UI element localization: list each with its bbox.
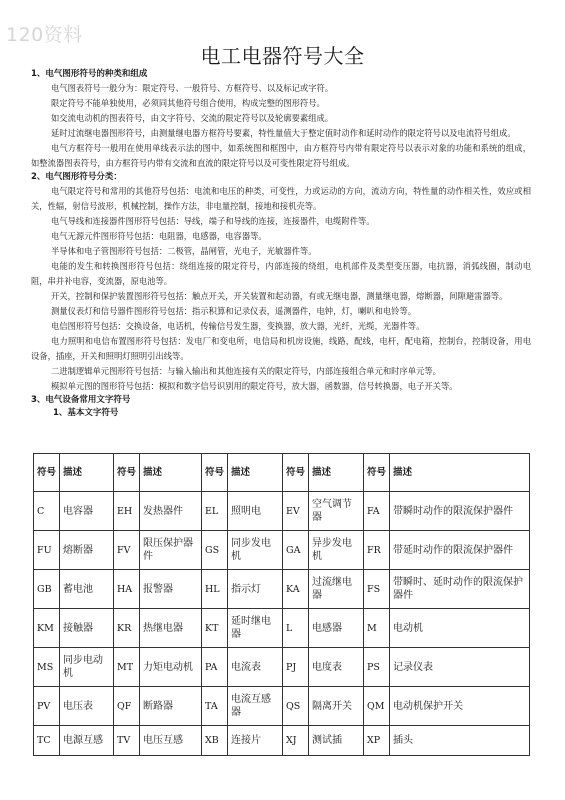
symbol-cell: L (283, 609, 309, 648)
column-header-symbol: 符号 (283, 454, 309, 492)
column-header-symbol: 符号 (114, 454, 140, 492)
table-header-row (34, 454, 530, 492)
symbol-cell: PJ (283, 648, 309, 687)
description-cell: 电源互感 (60, 726, 114, 756)
symbol-cell: TV (114, 726, 140, 756)
description-cell: 热继电器 (140, 609, 202, 648)
column-header-description: 描述 (140, 454, 202, 492)
symbol-cell: HA (114, 570, 140, 609)
section-heading-2: 2、电气图形符号分类： (31, 172, 122, 182)
description-cell: 断路器 (140, 687, 202, 726)
description-cell: 电压表 (60, 687, 114, 726)
symbol-cell: MT (114, 648, 140, 687)
description-cell: 电度表 (309, 648, 364, 687)
description-cell: 蓄电池 (60, 570, 114, 609)
description-cell: 指示灯 (228, 570, 283, 609)
symbol-cell: FV (114, 531, 140, 570)
symbol-cell: M (364, 609, 390, 648)
description-cell: 电感器 (309, 609, 364, 648)
paragraph: 延时过流继电器图形符号，由测量继电器方框符号要素，特性量值大于整定值时动作和延时动作的限定符号以及电流符号组成。 (51, 128, 516, 138)
paragraph: 二进制逻辑单元图形符号包括：与输入输出和其他连接有关的限定符号，内部连接组合单元和时序单元等。 (51, 366, 441, 376)
symbol-cell: C (34, 492, 60, 531)
watermark: 120资料 (6, 24, 83, 46)
page-title: 电工电器符号大全 (200, 44, 365, 68)
paragraph: 限定符号不能单独使用，必须同其他符号组合使用，构成完整的图形符号。 (51, 98, 325, 108)
description-cell: 电动机 (390, 609, 530, 648)
paragraph: 电气方框符号一般用在使用单线表示法的图中，如系统图和框图中，由方框符号内带有限定符号以表示对象的功能和系统的组成，如整流器图表符号，由方框符号内带有交流和直流的限定符号以及可变性限定符号组成。 (31, 143, 531, 168)
paragraph: 电气图表符号一般分为：限定符号、一般符号、方框符号、以及标记或字符。 (51, 83, 334, 93)
symbol-cell: GA (283, 531, 309, 570)
description-cell: 过流继电器 (309, 570, 364, 609)
description-cell: 发热器件 (140, 492, 202, 531)
description-cell: 力矩电动机 (140, 648, 202, 687)
symbol-cell: KT (202, 609, 228, 648)
symbol-cell: GB (34, 570, 60, 609)
symbol-cell: XJ (283, 726, 309, 756)
description-cell: 记录仪表 (390, 648, 530, 687)
symbol-cell: EH (114, 492, 140, 531)
symbol-cell: XP (364, 726, 390, 756)
column-header-description: 描述 (309, 454, 364, 492)
column-header-symbol: 符号 (202, 454, 228, 492)
description-cell: 接触器 (60, 609, 114, 648)
symbol-cell: FA (364, 492, 390, 531)
symbol-cell: FR (364, 531, 390, 570)
symbol-cell: FU (34, 531, 60, 570)
paragraph: 模拟单元图的图形符号包括：模拟和数字信号识别用的限定符号，放大器，函数器，信号转换器，电子开关等。 (51, 381, 458, 391)
symbol-cell: QM (364, 687, 390, 726)
symbol-table (33, 453, 530, 756)
symbol-cell: MS (34, 648, 60, 687)
section-heading-1: 1、电气图形符号的种类和组成 (31, 69, 148, 79)
column-header-symbol: 符号 (34, 454, 60, 492)
description-cell: 插头 (390, 726, 530, 756)
description-cell: 同步电动机 (60, 648, 114, 687)
description-cell: 电流互感器 (228, 687, 283, 726)
symbol-cell: FS (364, 570, 390, 609)
paragraph: 电气限定符号和常用的其他符号包括：电流和电压的种类，可变性，力或运动的方向，流动方向，特性量的动作相关性，效应或相关，性辐，射信号波形，机械控制，操作方法，非电量控制，接地和接机壳等。 (31, 186, 531, 211)
paragraph: 测量仪表灯和信号器件图形符号包括：指示积算和记录仪表，遥测器件，电钟，灯，喇叭和电铃等。 (51, 306, 417, 316)
paragraph: 半导体和电子管图形符号包括：二极管，晶闸管，光电子，光敏器件等。 (51, 246, 317, 256)
column-header-description: 描述 (228, 454, 283, 492)
description-cell: 电动机保护开关 (390, 687, 530, 726)
description-cell: 测试插 (309, 726, 364, 756)
description-cell: 电容器 (60, 492, 114, 531)
table-row (34, 492, 530, 531)
description-cell: 异步发电机 (309, 531, 364, 570)
paragraph: 电能的发生和转换图形符号包括：绕组连接的限定符号，内部连接的绕组，电机部件及类型变压器，电抗器，消弧线圈，制动电阻，串并补电容，变流器，原电池等。 (31, 261, 531, 286)
table-row (34, 726, 530, 756)
description-cell: 同步发电机 (228, 531, 283, 570)
paragraph: 开关，控制和保护装置图形符号包括：触点开关，开关装置和起动器，有或无继电器，测量继电器，熔断器，间隙避雷器等。 (51, 291, 508, 301)
table-row (34, 609, 530, 648)
description-cell: 电压互感 (140, 726, 202, 756)
paragraph: 电气导线和连接器件图形符号包括：导线，端子和导线的连接，连接器件，电缆附件等。 (51, 216, 375, 226)
symbol-cell: KR (114, 609, 140, 648)
subsection-heading: 1、基本文字符号 (53, 408, 119, 418)
symbol-cell: PS (364, 648, 390, 687)
description-cell: 带延时动作的限流保护器件 (390, 531, 530, 570)
paragraph: 电力照明和电信布置图形符号包括：发电厂和变电所，电信局和机房设施，线路，配线，电杆，配电箱，控制台，控制设备，用电设备，插座，开关和照明灯照明引出线等。 (31, 336, 531, 361)
document-body (31, 68, 531, 420)
description-cell: 熔断器 (60, 531, 114, 570)
symbol-cell: QS (283, 687, 309, 726)
description-cell: 连接片 (228, 726, 283, 756)
paragraph: 电信图形符号包括：交换设备，电话机，传输信号发生器，变换器，放大器，光纤，光缆，光器件等。 (51, 321, 425, 331)
symbol-cell: TA (202, 687, 228, 726)
symbol-cell: PA (202, 648, 228, 687)
description-cell: 照明电 (228, 492, 283, 531)
description-cell: 限压保护器件 (140, 531, 202, 570)
column-header-description: 描述 (60, 454, 114, 492)
description-cell: 空气调节器 (309, 492, 364, 531)
description-cell: 报警器 (140, 570, 202, 609)
section-heading-3: 3、电气设备常用文字符号 (31, 395, 131, 405)
symbol-cell: TC (34, 726, 60, 756)
symbol-cell: HL (202, 570, 228, 609)
table-row (34, 570, 530, 609)
column-header-description: 描述 (390, 454, 530, 492)
symbol-cell: QF (114, 687, 140, 726)
symbol-cell: XB (202, 726, 228, 756)
symbol-cell: EL (202, 492, 228, 531)
paragraph: 电气无源元件图形符号包括：电阻器，电感器，电容器等。 (51, 231, 267, 241)
symbol-cell: PV (34, 687, 60, 726)
description-cell: 延时继电器 (228, 609, 283, 648)
table-row (34, 531, 530, 570)
description-cell: 隔离开关 (309, 687, 364, 726)
table-row (34, 687, 530, 726)
description-cell: 带瞬时动作的限流保护器件 (390, 492, 530, 531)
symbol-cell: GS (202, 531, 228, 570)
table-row (34, 648, 530, 687)
symbol-cell: EV (283, 492, 309, 531)
symbol-cell: KM (34, 609, 60, 648)
description-cell: 带瞬时、延时动作的限流保护器件 (390, 570, 530, 609)
symbol-cell: KA (283, 570, 309, 609)
column-header-symbol: 符号 (364, 454, 390, 492)
paragraph: 如交流电动机的图表符号，由文字符号、交流的限定符号以及轮廓要素组成。 (51, 113, 334, 123)
description-cell: 电流表 (228, 648, 283, 687)
